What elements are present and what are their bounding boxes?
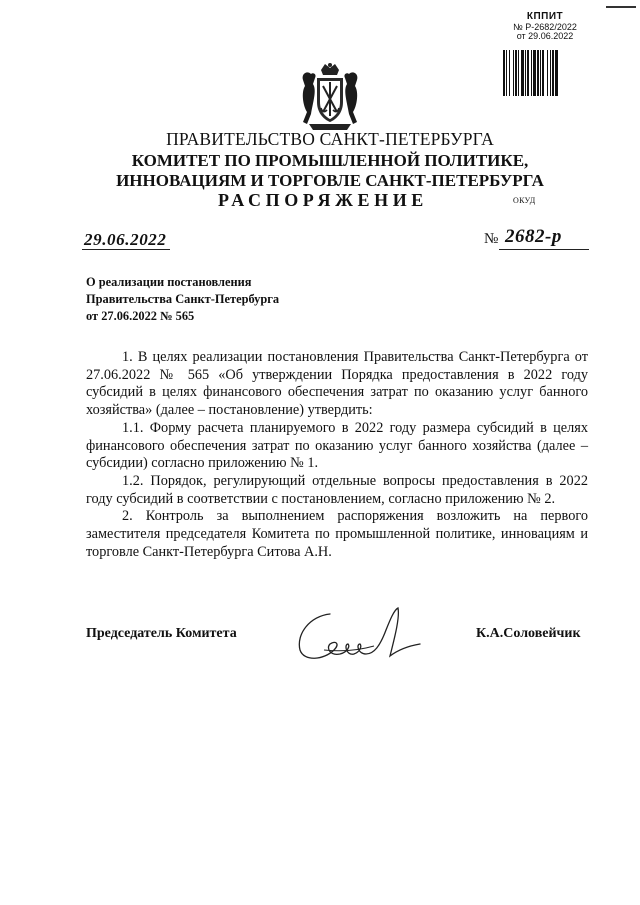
paragraph-2: 2. Контроль за выполнением распоряжения возложить на первого заместителя председателя Комитета по промышленной политике, инновациям и торговле Санкт-Петербурга Ситова А.Н. — [86, 508, 588, 560]
subject-line2: Правительства Санкт-Петербурга — [86, 292, 280, 306]
government-title: ПРАВИТЕЛЬСТВО САНКТ-ПЕТЕРБУРГА — [166, 129, 494, 149]
barcode-bar — [547, 50, 548, 96]
stamp-date: от 29.06.2022 — [516, 30, 574, 41]
document-body — [86, 349, 588, 561]
barcode-bar — [503, 50, 505, 96]
barcode-bar — [552, 50, 554, 96]
stamp-org: КППИТ — [526, 11, 564, 22]
barcode-bar — [555, 50, 558, 96]
signatory-title: Председатель Комитета — [86, 626, 237, 641]
subject-line1: О реализации постановления — [86, 275, 252, 289]
okud-label: ОКУД — [513, 196, 536, 205]
subject-line3: от 27.06.2022 № 565 — [86, 309, 195, 323]
document-type: РАСПОРЯЖЕНИЕ — [218, 190, 428, 210]
barcode-bar — [506, 50, 507, 96]
signatory-name: К.А.Соловейчик — [476, 626, 581, 641]
barcode-bar — [527, 50, 529, 96]
date-underline — [82, 249, 170, 250]
handwritten-date: 29.06.2022 — [84, 230, 167, 249]
committee-title — [0, 151, 640, 191]
handwritten-signature — [290, 600, 430, 672]
barcode-bar — [550, 50, 551, 96]
paragraph-1-2: 1.2. Порядок, регулирующий отдельные вопросы предоставления в 2022 году субсидий в соответствии с постановлением, согласно приложению № 2. — [86, 472, 588, 507]
barcode-bar — [513, 50, 514, 96]
handwritten-number: 2682-р — [505, 226, 562, 247]
coat-of-arms-icon — [299, 62, 361, 134]
barcode-bar — [515, 50, 517, 96]
number-label: № — [484, 231, 499, 247]
stamp-number: № Р-2682/2022 — [513, 21, 577, 32]
document-subject — [86, 274, 279, 325]
barcode-bar — [531, 50, 532, 96]
paragraph-1: 1. В целях реализации постановления Правительства Санкт-Петербурга от 27.06.2022 № 565 «Об утверждении Порядка предоставления в 2022 году субсидий в целях финансового обеспечения затрат по оказанию услуг банного хозяйства» (далее – постановление) утвердить: — [86, 349, 588, 419]
barcode — [503, 50, 589, 96]
committee-title-line2: ИННОВАЦИЯМ И ТОРГОВЛЕ САНКТ-ПЕТЕРБУРГА — [116, 171, 544, 190]
barcode-bar — [525, 50, 526, 96]
barcode-bar — [542, 50, 544, 96]
registration-stamp — [500, 12, 590, 41]
paragraph-1-1: 1.1. Форму расчета планируемого в 2022 году размера субсидий в целях финансового обеспечения затрат по оказанию услуг банного хозяйства (далее – субсидии) согласно приложению № 1. — [86, 419, 588, 472]
committee-title-line1: КОМИТЕТ ПО ПРОМЫШЛЕННОЙ ПОЛИТИКЕ, — [131, 151, 529, 170]
barcode-bar — [533, 50, 536, 96]
barcode-bar — [518, 50, 519, 96]
corner-mark — [606, 6, 636, 8]
barcode-bar — [540, 50, 541, 96]
barcode-bar — [521, 50, 524, 96]
barcode-bar — [537, 50, 539, 96]
barcode-bar — [509, 50, 510, 96]
number-underline — [499, 249, 589, 250]
